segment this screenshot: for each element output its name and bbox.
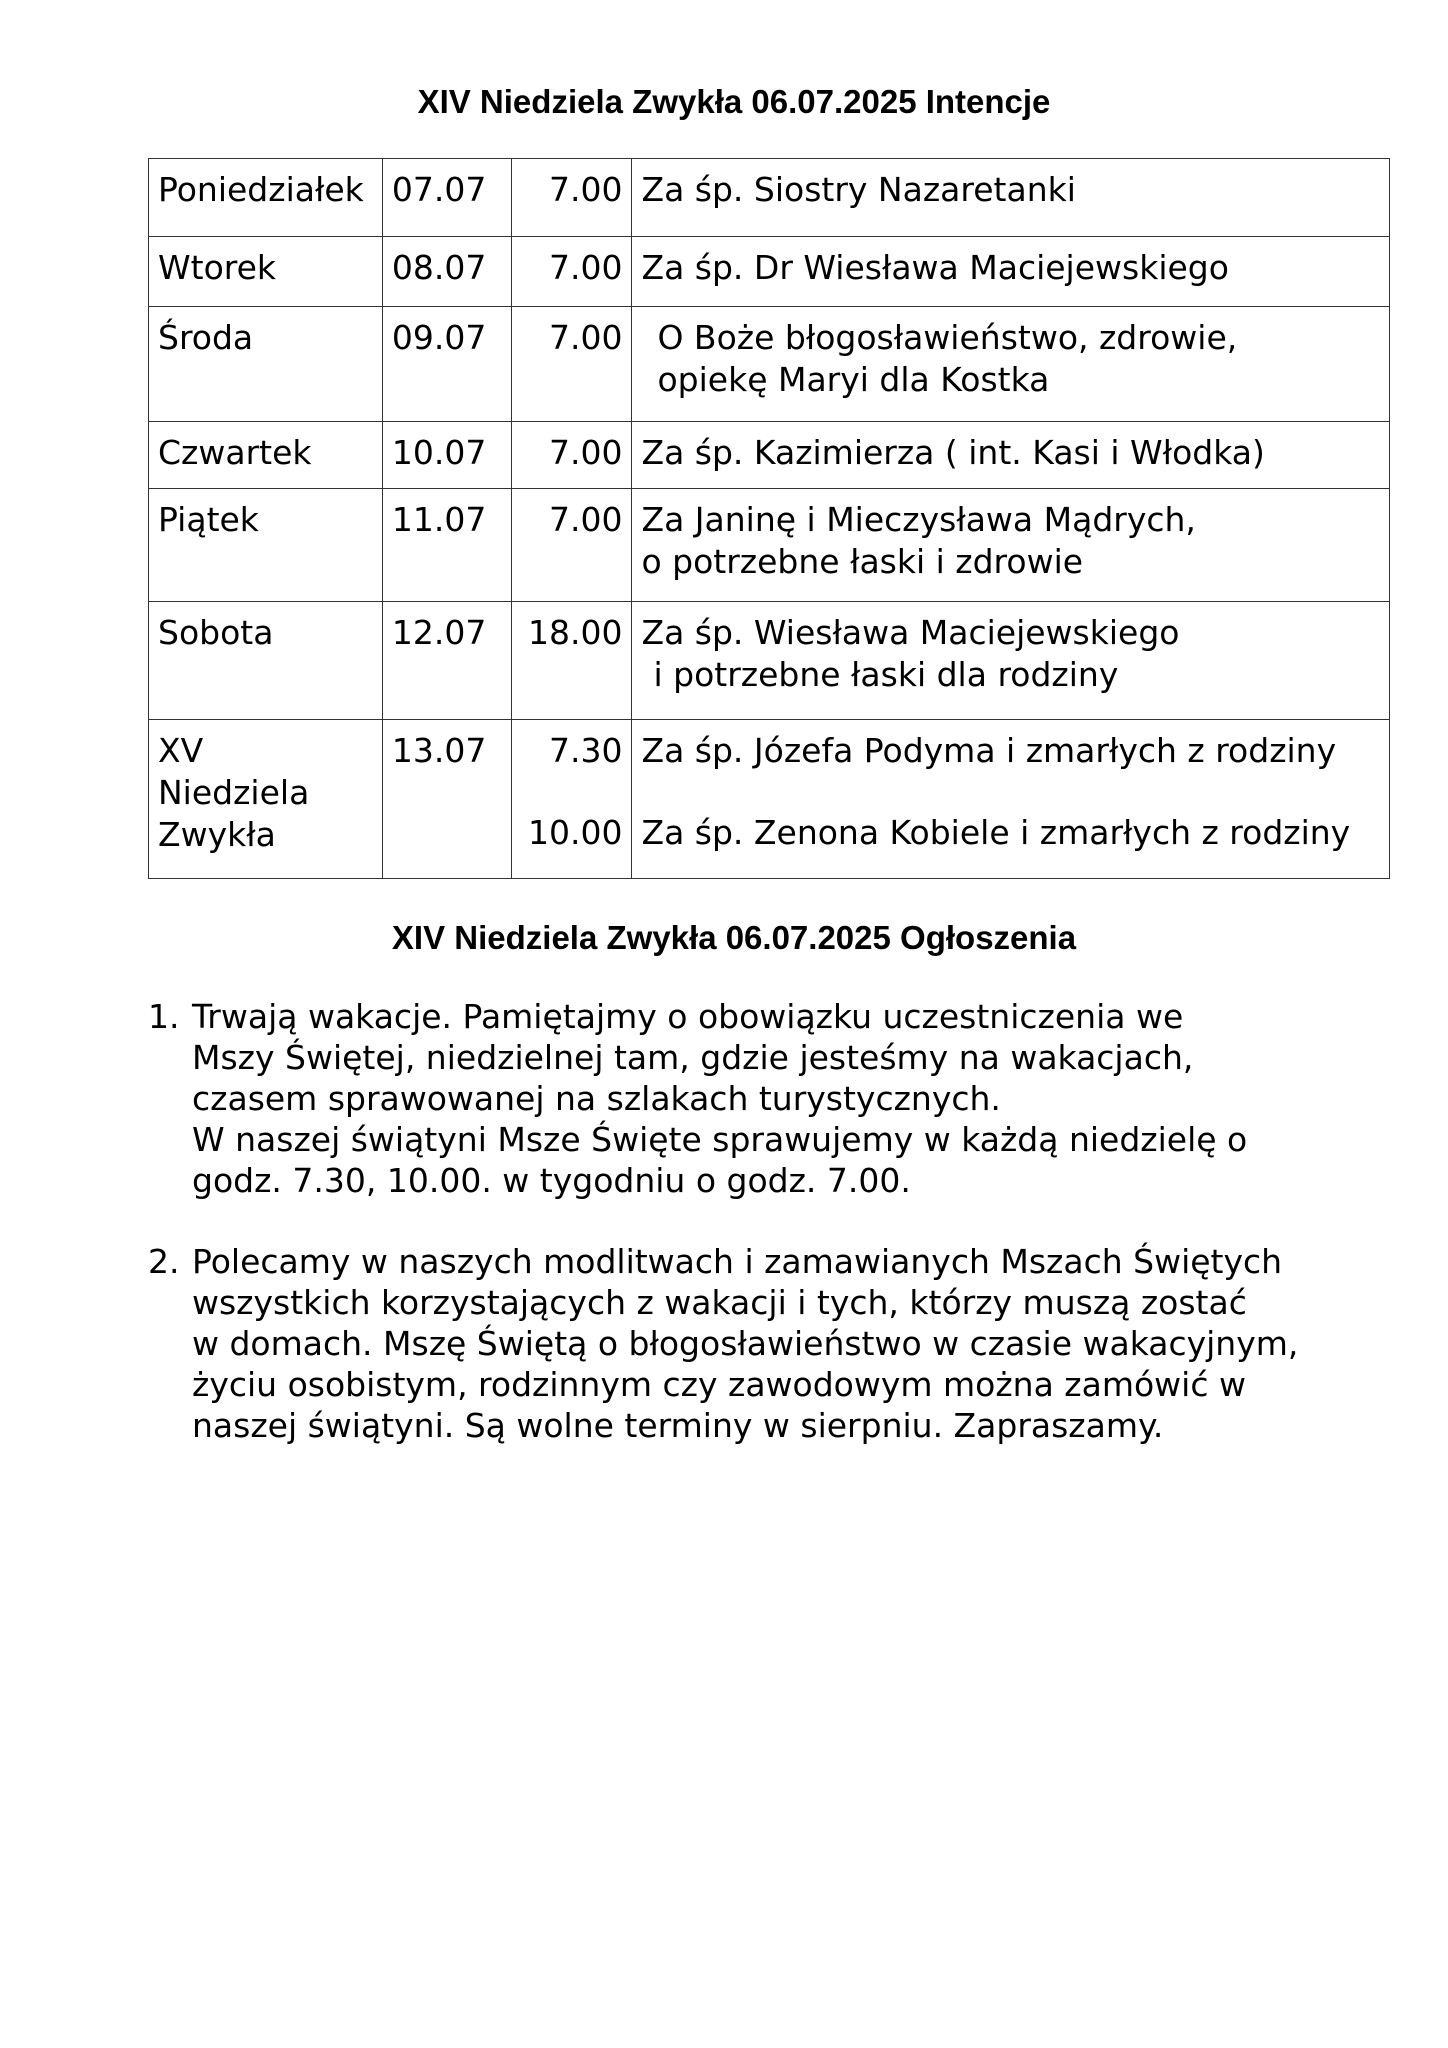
intention-cell <box>632 720 1390 879</box>
time-cell: 7.00 <box>511 422 632 489</box>
date-cell: 08.07 <box>382 237 511 307</box>
day-cell: Sobota <box>149 602 383 720</box>
day-cell: Poniedziałek <box>149 159 383 237</box>
announcement-line: czasem sprawowanej na szlakach turystycznych. <box>192 1079 1001 1118</box>
announcement-line: życiu osobistym, rodzinnym czy zawodowym można zamówić w <box>192 1365 1246 1404</box>
announcement-line: w domach. Mszę Świętą o błogosławieństwo w czasie wakacyjnym, <box>192 1324 1299 1363</box>
announcement-line: godz. 7.30, 10.00. w tygodniu o godz. 7.00. <box>192 1161 911 1200</box>
announcement-line: Polecamy w naszych modlitwach i zamawianych Mszach Świętych <box>192 1242 1283 1281</box>
day-line: Niedziela <box>158 773 310 812</box>
intention-line: Za Janinę i Mieczysława Mądrych, <box>641 500 1196 539</box>
intention-cell: Za śp. Kazimierza ( int. Kasi i Włodka) <box>632 422 1390 489</box>
table-row <box>149 307 1390 422</box>
time-cell: 7.00 <box>511 237 632 307</box>
table-row <box>149 602 1390 720</box>
date-cell: 09.07 <box>382 307 511 422</box>
time-cell: 7.00 <box>511 159 632 237</box>
announcements-title: XIV Niedziela Zwykła 06.07.2025 Ogłoszenia <box>391 919 1077 956</box>
time-line: 7.30 <box>548 731 623 770</box>
intention-cell <box>632 307 1390 422</box>
table-row <box>149 422 1390 489</box>
intention-line: Za śp. Józefa Podyma i zmarłych z rodziny <box>641 731 1337 770</box>
date-cell: 13.07 <box>382 720 511 879</box>
announcement-line: W naszej świątyni Msze Święte sprawujemy w każdą niedzielę o <box>192 1120 1248 1159</box>
announcement-line: Mszy Świętej, niedzielnej tam, gdzie jesteśmy na wakacjach, <box>192 1038 1194 1077</box>
intentions-table <box>148 158 1390 879</box>
table-row <box>149 720 1390 879</box>
spacer <box>521 772 623 812</box>
intention-line: o potrzebne łaski i zdrowie <box>641 542 1084 581</box>
intention-line: i potrzebne łaski dla rodziny <box>653 655 1119 694</box>
spacer <box>641 772 1380 812</box>
date-cell: 12.07 <box>382 602 511 720</box>
announcement-line: naszej świątyni. Są wolne terminy w sierpniu. Zapraszamy. <box>192 1406 1164 1445</box>
announcement-number: 1. <box>148 997 180 1036</box>
day-cell: Środa <box>149 307 383 422</box>
time-cell <box>511 720 632 879</box>
day-cell: Piątek <box>149 489 383 602</box>
intention-line: Za śp. Wiesława Maciejewskiego <box>641 613 1180 652</box>
day-line: Zwykła <box>158 815 276 854</box>
day-cell: Wtorek <box>149 237 383 307</box>
date-cell: 07.07 <box>382 159 511 237</box>
intention-line: O Boże błogosławieństwo, zdrowie, <box>657 318 1238 357</box>
date-cell: 10.07 <box>382 422 511 489</box>
intentions-title: XIV Niedziela Zwykła 06.07.2025 Intencje <box>417 83 1051 120</box>
day-cell: Czwartek <box>149 422 383 489</box>
table-row <box>149 489 1390 602</box>
intention-line: opiekę Maryi dla Kostka <box>657 360 1050 399</box>
table-row <box>149 159 1390 237</box>
intention-cell <box>632 489 1390 602</box>
time-cell: 7.00 <box>511 489 632 602</box>
day-line: XV <box>158 731 204 770</box>
announcement-line: Trwają wakacje. Pamiętajmy o obowiązku uczestniczenia we <box>192 997 1184 1036</box>
intention-cell: Za śp. Siostry Nazaretanki <box>632 159 1390 237</box>
announcements-list <box>148 996 1348 1486</box>
time-line: 10.00 <box>527 813 623 852</box>
announcement-item <box>148 996 1348 1201</box>
intention-cell: Za śp. Dr Wiesława Maciejewskiego <box>632 237 1390 307</box>
date-cell: 11.07 <box>382 489 511 602</box>
table-row <box>149 237 1390 307</box>
announcement-number: 2. <box>148 1242 180 1281</box>
day-cell <box>149 720 383 879</box>
intention-line: Za śp. Zenona Kobiele i zmarłych z rodziny <box>641 813 1351 852</box>
time-cell: 7.00 <box>511 307 632 422</box>
intention-cell <box>632 602 1390 720</box>
announcement-line: wszystkich korzystających z wakacji i tych, którzy muszą zostać <box>192 1283 1247 1322</box>
announcement-item <box>148 1241 1348 1446</box>
time-cell: 18.00 <box>511 602 632 720</box>
